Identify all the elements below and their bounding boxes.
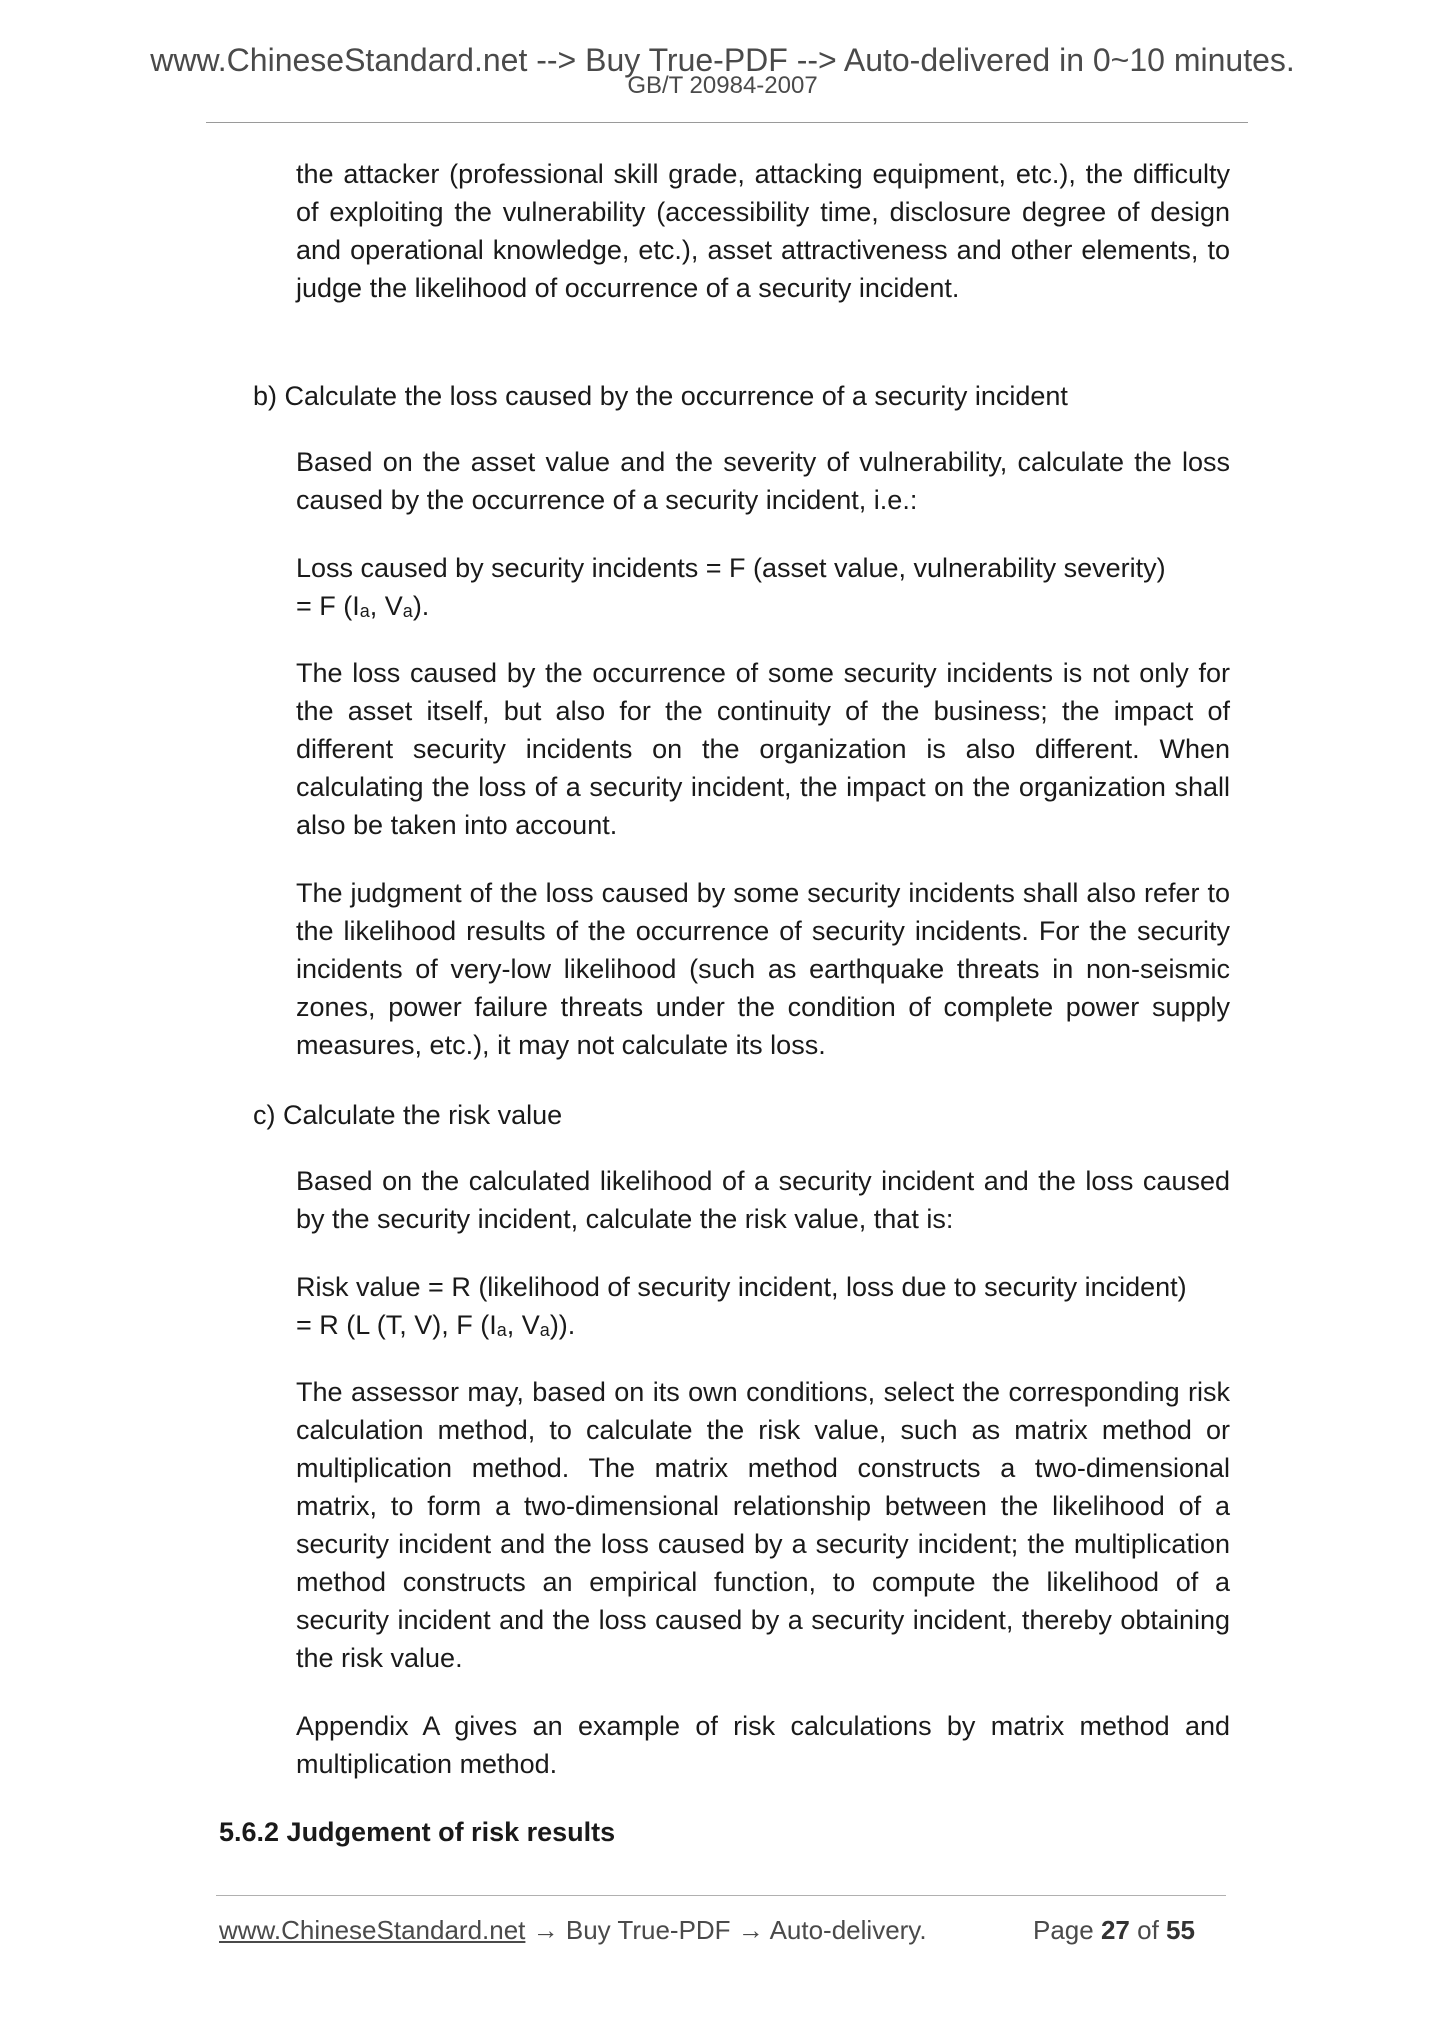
header-divider: [206, 122, 1248, 123]
header-banner: www.ChineseStandard.net --> Buy True-PDF --> Auto-delivered in 0~10 minutes.: [150, 42, 1295, 78]
formula-loss-line1: Loss caused by security incidents = F (asset value, vulnerability severity): [296, 553, 1166, 583]
footer-site-link[interactable]: www.ChineseStandard.net: [219, 1915, 526, 1945]
section-heading: 5.6.2 Judgement of risk results: [219, 1817, 616, 1847]
list-item-b: b) Calculate the loss caused by the occurrence of a security incident: [253, 381, 1068, 411]
standard-code: GB/T 20984-2007: [627, 72, 818, 99]
paragraph-risk-value: Based on the calculated likelihood of a security incident and the loss caused by the security incident, calculate the risk value, that is:: [296, 1166, 1230, 1234]
page-indicator: Page 27 of 55: [1033, 1915, 1195, 1945]
footer-tagline: → Buy True-PDF → Auto-delivery.: [525, 1915, 927, 1945]
paragraph-appendix-reference: Appendix A gives an example of risk calculations by matrix method and multiplication method.: [296, 1711, 1230, 1779]
footer-divider: [216, 1895, 1226, 1896]
formula-risk: Risk value = R (likelihood of security incident, loss due to security incident) = R (L (T, V), F ($I_a$, $V_a$)).: [296, 1272, 1187, 1340]
formula-risk-line1: Risk value = R (likelihood of security incident, loss due to security incident): [296, 1272, 1187, 1302]
paragraph-likelihood-factors: the attacker (professional skill grade, attacking equipment, etc.), the difficulty of exploiting the vulnerability (accessibility time, disclosure degree of design and operational knowledge, etc.), asset attractiveness and other elements, to judge the likelihood of occurrence of a security incident.: [296, 159, 1230, 303]
paragraph-loss-judgment: The judgment of the loss caused by some security incidents shall also refer to the likelihood results of the occurrence of security incidents. For the security incidents of very-low likelihood (such as earthquake threats in non-seismic zones, power failure threats under the condition of complete power supply measures, etc.), it may not calculate its loss.: [296, 878, 1230, 1060]
total-pages: 55: [1166, 1915, 1195, 1945]
paragraph-loss-calculation: Based on the asset value and the severity of vulnerability, calculate the loss caused by the occurrence of a security incident, i.e.:: [296, 447, 1230, 515]
list-item-c: c) Calculate the risk value: [253, 1100, 563, 1130]
paragraph-calculation-methods: The assessor may, based on its own conditions, select the corresponding risk calculation method, to calculate the risk value, such as matrix method or multiplication method. The matrix method constructs a two-dimensional matrix, to form a two-dimensional relationship between the likelihood of a security incident and the loss caused by a security incident; the multiplication method constructs an empirical function, to compute the likelihood of a security incident and the loss caused by a security incident, thereby obtaining the risk value.: [296, 1377, 1230, 1673]
footer-left: [219, 1913, 927, 1947]
paragraph-loss-impact: The loss caused by the occurrence of some security incidents is not only for the asset itself, but also for the continuity of the business; the impact of different security incidents on the organization is also different. When calculating the loss of a security incident, the impact on the organization shall also be taken into account.: [296, 658, 1230, 840]
formula-loss: Loss caused by security incidents = F (asset value, vulnerability severity) = F ($I_a$, $V_a$).: [296, 553, 1166, 621]
page-number: 27: [1100, 1915, 1130, 1945]
